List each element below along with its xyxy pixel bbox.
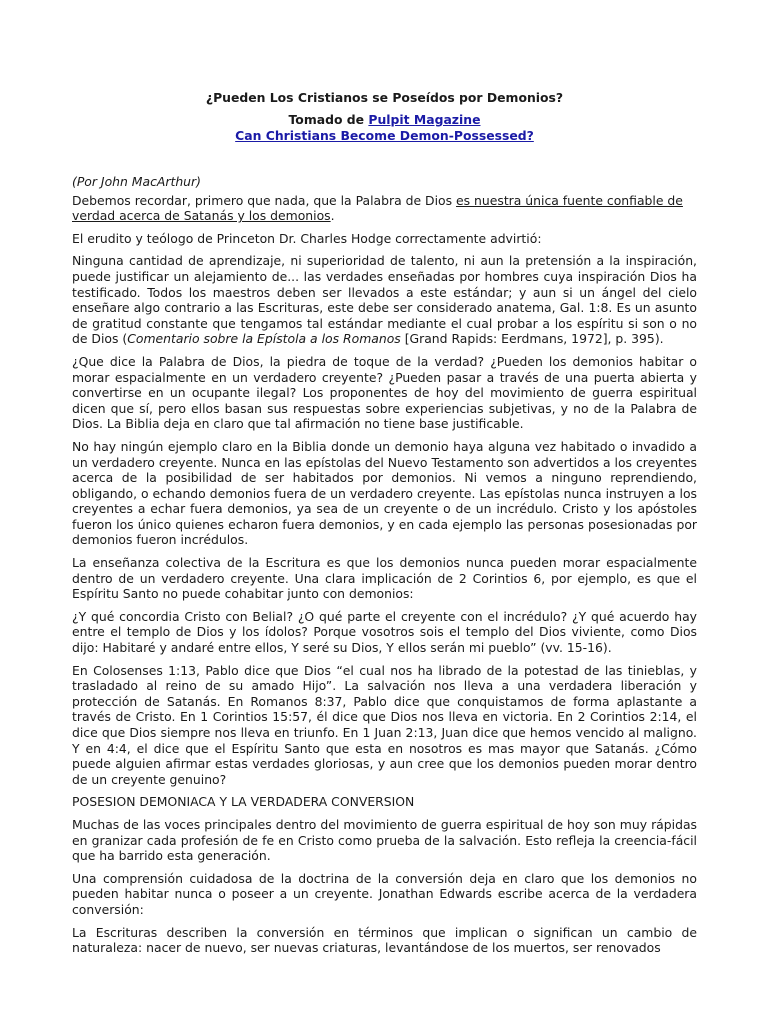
pulpit-magazine-link[interactable]: Pulpit Magazine [368,112,481,127]
paragraph-text: [Grand Rapids: Eerdmans, 1972], p. 395). [400,331,664,347]
english-title-link[interactable]: Can Christians Become Demon-Possessed? [235,128,534,143]
book-title: Comentario sobre la Epístola a los Romanos [127,331,401,347]
quote-paragraph: La Escrituras describen la conversión en términos que implican o significan un cambio de naturaleza: nacer de nuevo, ser nuevas criaturas, levantándose de los muertos, ser renovados [72,924,697,956]
paragraph: Muchas de las voces principales dentro del movimiento de guerra espiritual de hoy son muy rápidas en granizar cada profesión de fe en Cristo como prueba de la salvación. Esto refleja la creencia-fácil que ha barrido esta generación. [72,816,697,864]
paragraph-text: . [330,208,335,224]
paragraph [72,193,697,224]
quote-paragraph [72,253,697,347]
source-line [72,112,697,128]
paragraph: En Colosenses 1:13, Pablo dice que Dios “el cual nos ha librado de la potestad de las tinieblas, y trasladado al reino de su amado Hijo”. La salvación nos lleva a una verdadera liberación y protección de Satanás. En Romanos 8:37, Pablo dice que conquistamos de forma aplastante a través de Cristo. En 1 Corintios 15:57, él dice que Dios nos lleva en victoria. En 2 Corintios 2:14, el dice que Dios siempre nos lleva en triunfo. En 1 Juan 2:13, Juan dice que hemos vencido al maligno. Y en 4:4, el dice que el Espíritu Santo que esta en nosotros es mas mayor que Satanás. ¿Cómo puede alguien afirmar estas verdades gloriosas, y aun cree que los demonios pueden morar dentro de un creyente genuino? [72,662,697,787]
page-title: ¿Pueden Los Cristianos se Poseídos por Demonios? [205,90,564,105]
paragraph: ¿Que dice la Palabra de Dios, la piedra de toque de la verdad? ¿Pueden los demonios habitar o morar espacialmente en un verdadero creyente? ¿Pueden pasar a través de una puerta abierta y convertirse en un ocupante ilegal? Los proponentes de hoy del movimiento de guerra espiritual dicen que sí, pero ellos basan sus respuestas sobre experiencias subjetivas, y no de la Palabra de Dios. La Biblia deja en claro que tal afirmación no tiene base justificable. [72,353,697,432]
section-heading: POSESION DEMONIACA Y LA VERDADERA CONVERSION [72,794,415,810]
article-body [72,174,697,963]
source-prefix: Tomado de [288,112,369,127]
paragraph-text: Ninguna cantidad de aprendizaje, ni superioridad de talento, ni aun la pretensión a la inspiración, puede justificar un alejamiento de... las verdades enseñadas por hombres cuya inspiración Dios ha testificado. Todos los maestros deben ser llevados a este estándar; y aun si un ángel del cielo enseñare algo contrario a las Escrituras, este debe ser considerado anatema, Gal. 1:8. Es un asunto de gratitud constante que tengamos tal estándar mediante el cual probar a los espíritu si son o no de Dios ( [72,253,697,347]
paragraph: No hay ningún ejemplo claro en la Biblia donde un demonio haya alguna vez habitado o invadido a un verdadero creyente. Nunca en las epístolas del Nuevo Testamento son advertidos a los creyentes acerca de la posibilidad de ser habitados por demonios. Ni vemos a ninguno reprendiendo, obligando, o echando demonios fuera de un verdadero creyente. Las epístolas nunca instruyen a los creyentes a echar fuera demonios, ya sea de un creyente o de un incrédulo. Cristo y los apóstoles fueron los único quienes echaron fuera demonios, y en cada ejemplo las personas posesionadas por demonios fueron incrédulos. [72,438,697,548]
paragraph: El erudito y teólogo de Princeton Dr. Charles Hodge correctamente advirtió: [72,230,542,246]
english-title-line [72,128,697,144]
paragraph: Una comprensión cuidadosa de la doctrina de la conversión deja en claro que los demonios no pueden habitar nunca o poseer a un creyente. Jonathan Edwards escribe acerca de la verdadera conversión: [72,870,697,917]
author-line: (Por John MacArthur) [72,174,201,189]
paragraph: La enseñanza colectiva de la Escritura es que los demonios nunca pueden morar espacialmente dentro de un verdadero creyente. Una clara implicación de 2 Corintios 6, por ejemplo, es que el Espíritu Santo no puede cohabitar junto con demonios: [72,555,697,602]
underlined-phrase: es nuestra única fuente confiable de verdad acerca de Satanás y los demonios [72,192,683,224]
quote-paragraph: ¿Y qué concordia Cristo con Belial? ¿O qué parte el creyente con el incrédulo? ¿Y qué acuerdo hay entre el templo de Dios y los ídolos? Porque vosotros sois el templo del Dios viviente, como Dios dijo: Habitaré y andaré entre ellos, Y seré su Dios, Y ellos serán mi pueblo” (vv. 15-16). [72,608,697,656]
paragraph-text: Debemos recordar, primero que nada, que la Palabra de Dios [72,192,457,208]
